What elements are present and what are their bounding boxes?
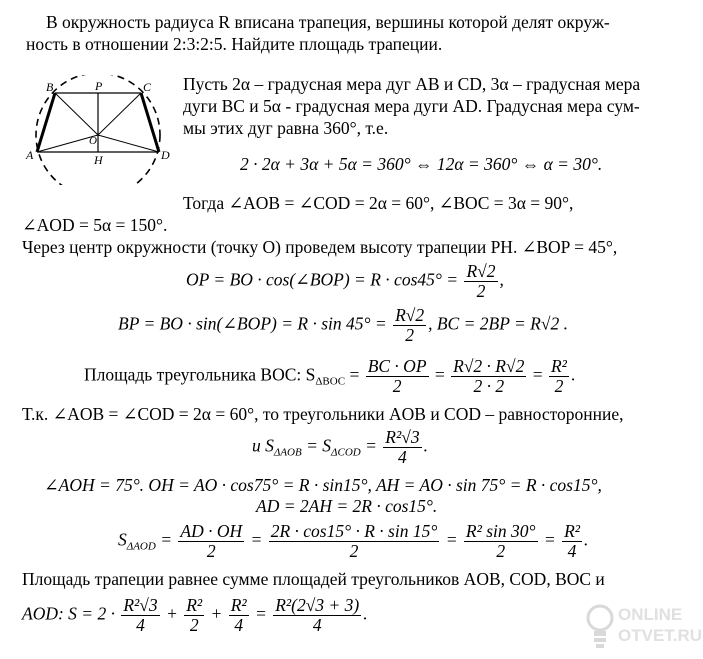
fraction-denominator: 2 · 2 — [473, 376, 505, 396]
solution-line-angles: Тогда ∠AOB = ∠COD = 2α = 60°, ∠BOC = 3α = 90°, — [183, 193, 574, 213]
fraction-numerator: R√2 — [466, 261, 496, 281]
label-d: D — [161, 148, 170, 162]
formula-area-boc: Площадь треугольника BOC: $S_{\Delta BOC}$ = $\frac{BC \cdot OP}{2}$ = $\frac{R√2 \cdot R√2}{2 \cdot 2}$ = $\frac{\text{R²}}{2}$ . — [84, 356, 576, 396]
formula-area-aob: и $S_{\Delta AOB} = S_{\Delta COD}$ = $\frac{\text{R²√3}}{4}$ . — [252, 427, 428, 467]
watermark-line-2: OTVET.RU — [618, 626, 703, 645]
area-aod-fraction-4 — [562, 522, 582, 561]
fraction-denominator: 2 — [496, 541, 506, 561]
area-aod-fraction-1 — [178, 522, 244, 561]
fraction-numerator: R² — [564, 521, 580, 541]
fraction-denominator: 2 — [349, 541, 359, 561]
label-a: A — [26, 148, 34, 162]
area-aod-fraction-3 — [464, 522, 538, 561]
formula-bp — [118, 306, 568, 345]
formula-op-fraction — [464, 262, 497, 301]
fraction-numerator: AD · OH — [180, 521, 243, 541]
area-aod-eq: = — [155, 529, 173, 550]
formula-area-aod: $S_{\Delta AOD}$ = $\frac{AD \cdot OH}{2}$ = $\frac{2R \cdot \cos 15^\circ \cdot R \cdot \sin 15^\circ}{2}$ = $\frac{\text{R² sin 30°}}{2}$ = $\frac{\text{R²}}{4}$ . — [118, 521, 589, 561]
area-aod-fraction-2 — [269, 522, 440, 561]
solution-line-3: мы этих дуг равна 360°, т.е. — [183, 118, 389, 138]
area-boc-eq: = — [345, 364, 360, 385]
lightbulb-icon — [585, 600, 615, 652]
label-c: C — [143, 80, 152, 94]
problem-line-1: В окружность радиуса R вписана трапеция, вершины которой делят окруж- — [46, 12, 610, 32]
solution-line-1: Пусть 2α – градусная мера дуг AB и CD, 3α – градусная мера — [183, 74, 641, 94]
solution-line-equilateral: Т.к. ∠AOB = ∠COD = 2α = 60°, то треугольники AOB и COD – равносторонние, — [22, 404, 624, 424]
fraction-numerator: R² — [230, 595, 247, 615]
area-aob-eq: = — [360, 435, 377, 456]
total-area-label: AOD: S = 2 · — [22, 603, 115, 624]
label-o: O — [89, 135, 97, 147]
fraction-numerator: R² — [550, 356, 567, 376]
area-boc-fraction-1 — [366, 357, 429, 396]
solution-line-height: Через центр окружности (точку O) проведем высоту трапеции PH. ∠BOP = 45°, — [22, 237, 618, 257]
fraction-numerator: R² sin 30° — [465, 521, 536, 541]
trapezoid-figure — [22, 75, 174, 185]
solution-line-ad: AD = 2AH = 2R · cos15°. — [256, 496, 438, 516]
fraction-denominator: 2 — [405, 325, 414, 345]
solution-line-aod: ∠AOD = 5α = 150°. — [22, 215, 168, 235]
fraction-denominator: 4 — [234, 615, 244, 635]
fraction-numerator: 2R · cos15° · R · sin 15° — [270, 521, 438, 541]
total-area-fraction-2 — [184, 596, 204, 635]
total-area-fraction-3 — [229, 596, 249, 635]
watermark-text — [618, 604, 702, 646]
equation-alpha: 2 · 2α + 3α + 5α = 360° ⇔ 12α = 360° ⇔ α = 30°. — [240, 154, 603, 174]
area-cod-subscript: ΔCOD — [331, 446, 361, 459]
formula-bc: , BC = 2BP = R√2 . — [428, 313, 568, 334]
total-area-fraction-1 — [121, 596, 159, 635]
fraction-numerator: R²√3 — [385, 427, 420, 447]
formula-op — [186, 262, 504, 301]
label-p: P — [95, 79, 103, 93]
fraction-denominator: 4 — [567, 541, 577, 561]
fraction-denominator: 4 — [312, 615, 322, 635]
formula-op-left: OP = BO · cos(∠BOP) = R · cos45° = — [186, 269, 459, 290]
watermark-line-1: ONLINE — [618, 605, 683, 624]
fraction-denominator: 4 — [398, 447, 407, 467]
label-h: H — [94, 153, 103, 167]
area-aob-mid: = S — [301, 435, 332, 456]
segment-oc — [98, 93, 141, 135]
area-aob-label: и S — [252, 435, 274, 456]
solution-line-total: Площадь трапеции равнее сумме площадей треугольников AOB, COD, BOC и — [22, 569, 605, 589]
formula-bp-fraction — [393, 306, 426, 345]
fraction-numerator: R√2 — [395, 305, 425, 325]
segment-ob — [55, 93, 98, 135]
label-b: B — [46, 80, 54, 94]
area-boc-fraction-3 — [549, 357, 569, 396]
formula-bp-left: BP = BO · sin(∠BOP) = R · sin 45° = — [118, 313, 387, 334]
problem-line-2: ность в отношении 2:3:2:5. Найдите площадь трапеции. — [26, 34, 443, 54]
fraction-numerator: R² — [186, 595, 203, 615]
fraction-numerator: R√2 · R√2 — [453, 356, 525, 376]
total-area-fraction-4 — [273, 596, 361, 635]
area-boc-label: Площадь треугольника BOC: S — [84, 364, 316, 385]
area-aod-label: S — [118, 529, 127, 550]
fraction-numerator: R²√3 — [123, 595, 158, 615]
watermark — [585, 598, 703, 654]
area-aod-subscript: ΔAOD — [126, 540, 156, 553]
fraction-denominator: 2 — [476, 281, 486, 301]
area-boc-subscript: ΔBOC — [315, 375, 346, 388]
area-aob-fraction — [383, 428, 421, 467]
fraction-denominator: 2 — [189, 615, 199, 635]
solution-line-2: дуги BC и 5α - градусная мера дуги AD. Градусная мера сум- — [183, 96, 640, 116]
segment-od — [98, 135, 159, 152]
area-aob-subscript: ΔAOB — [273, 446, 302, 459]
area-boc-fraction-2 — [451, 357, 526, 396]
fraction-denominator: 2 — [554, 376, 564, 396]
fraction-denominator: 4 — [136, 615, 145, 635]
fraction-denominator: 2 — [206, 541, 216, 561]
formula-op-end: , — [499, 269, 504, 290]
fraction-denominator: 2 — [392, 376, 402, 396]
fraction-numerator: R²(2√3 + 3) — [275, 595, 360, 615]
fraction-numerator: BC · OP — [367, 356, 427, 376]
solution-line-aoh: ∠AOH = 75°. OH = AO · cos75° = R · sin15°, AH = AO · sin 75° = R · cos15°, — [44, 475, 602, 495]
formula-total-area: AOD: S = 2 · $\frac{\text{R²√3}}{4}$ + $\frac{\text{R²}}{2}$ + $\frac{\text{R²}}{4}$ = $\frac{\text{R²(2√3 + 3)}}{4}$ . — [22, 595, 368, 635]
